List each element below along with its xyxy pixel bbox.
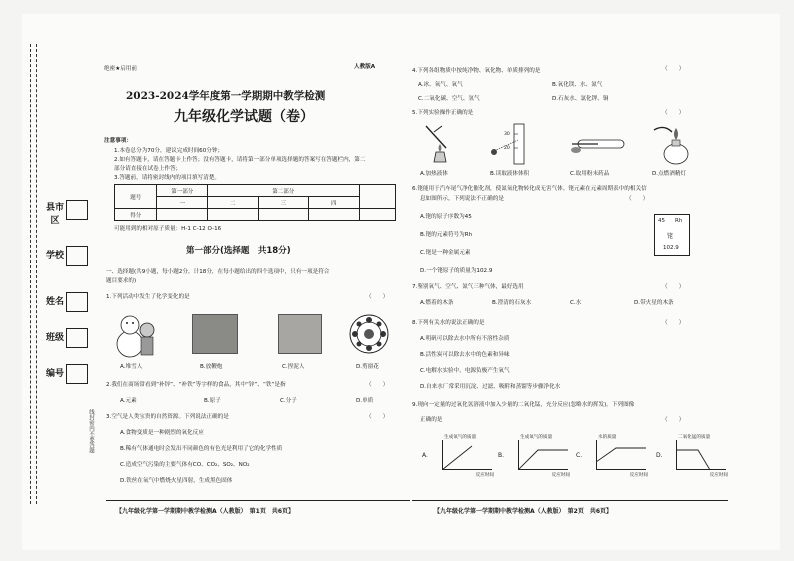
q9-graph-b[interactable] (498, 434, 570, 478)
element-name: 铑 (667, 233, 674, 240)
heating-liquid-image (420, 122, 460, 166)
strip-label-name: 姓名 (45, 297, 64, 307)
binding-line-outer (30, 44, 31, 504)
cylinder-mark-30: 30 (504, 132, 510, 137)
strip-label-county: 县市区 (45, 203, 64, 226)
section-intro: 一、选择题(共9小题，每小题2分，计18分，在每小题给出的四个选项中，只有一项是符合 (106, 269, 330, 275)
notes-title: 注意事项： (104, 138, 132, 144)
score-cell[interactable] (258, 209, 309, 221)
q4-answer-paren[interactable]: （ ） (662, 66, 685, 72)
score-table (114, 184, 396, 221)
clay-figure-image (278, 314, 322, 354)
q6-answer-paren[interactable]: （ ） (626, 196, 649, 202)
footer-divider (412, 500, 728, 501)
strip-label-number: 编号 (45, 369, 64, 379)
score-cell[interactable] (309, 209, 360, 221)
q7-option-c[interactable]: C.水 (570, 300, 582, 306)
q9-graph-d[interactable] (656, 434, 728, 478)
strip-field-school[interactable] (66, 246, 88, 266)
q9-stem: 9.现向一定量的过氧化氢溶液中加入少量的二氧化锰，充分反应(忽略水的挥发)。下列图像 (412, 402, 635, 408)
strip-field-county[interactable] (66, 200, 88, 220)
q8-option-b[interactable]: B.活性炭可以除去水中的色素和异味 (420, 352, 510, 358)
q8-option-a[interactable]: A.明矾可以除去水中所有不溶性杂质 (420, 336, 510, 342)
q5-option-c[interactable]: C.取用粉末药品 (570, 171, 610, 177)
q9-graph-c[interactable] (576, 434, 648, 478)
q9-graph-d-label: D. (656, 452, 663, 459)
q4-option-c[interactable]: C.二氧化碳、空气、氢气 (418, 96, 480, 102)
q6-stem-cont: 息如图所示，下列说法不正确的是 (420, 196, 504, 202)
score-cell[interactable] (157, 209, 208, 221)
footer-divider (106, 500, 410, 501)
q9-graph-c-label: C. (576, 452, 583, 459)
q4-option-b[interactable]: B.氧化镁、水、氮气 (552, 82, 603, 88)
q9-graph-b-label: B. (498, 452, 505, 459)
part1-title: 第一部分(选择题 共18分) (186, 246, 291, 256)
q4-option-a[interactable]: A.冰、氧气、氧气 (418, 82, 463, 88)
note-line: 1.本卷总分为70分，建议完成时间60分钟； (114, 148, 224, 154)
q7-answer-paren[interactable]: （ ） (662, 284, 685, 290)
strip-field-name[interactable] (66, 292, 88, 312)
q4-stem: 4.下列各组物质中按纯净物、氧化物、单质排列的是 (412, 68, 541, 74)
q2-option-a[interactable]: A.元素 (120, 398, 137, 404)
q7-stem: 7.鉴别氧气、空气、氮气三种气体，最好选用 (412, 284, 524, 290)
q9-graph-a-ylabel: 生成氧气的质量 (444, 435, 477, 440)
q3-option-a[interactable]: A.食物变质是一种剧烈的氧化反应 (120, 430, 204, 436)
q1-option-b[interactable]: B.放鞭炮 (200, 364, 223, 370)
q9-graph-d-ylabel: 二氧化锰的质量 (678, 435, 711, 440)
q5-stem: 5.下列实验操作正确的是 (412, 110, 474, 116)
q9-answer-paren[interactable]: （ ） (662, 417, 685, 423)
q7-option-a[interactable]: A.燃着的木条 (420, 300, 454, 306)
score-part1: 第一部分 (157, 185, 208, 197)
score-col-4: 四 (309, 197, 360, 209)
q3-answer-paren[interactable]: （ ） (366, 414, 389, 420)
score-cell[interactable] (207, 209, 258, 221)
strip-label-class: 班级 (45, 333, 64, 343)
note-line: 部分请直接在试卷上作答； (114, 166, 182, 172)
firecracker-image (192, 314, 238, 354)
q9-graph-c-xlabel: 反应时间 (629, 473, 648, 478)
q2-option-c[interactable]: C.分子 (280, 398, 297, 404)
score-part2: 第二部分 (207, 185, 359, 197)
score-cell[interactable] (359, 209, 395, 221)
q2-answer-paren[interactable]: （ ） (366, 382, 389, 388)
q4-option-d[interactable]: D.石灰水、氯化钾、铜 (552, 96, 609, 102)
element-symbol: Rh (675, 218, 683, 224)
q9-graph-d-xlabel: 反应时间 (709, 473, 728, 478)
q6-stem: 6.铑能用于汽车尾气净化催化剂，使氮氧化物转化成无害气体。铑元素在元素周期表中的相关信 (412, 186, 647, 192)
q2-stem: 2.我们在商场常看到“补锌”、“补铁”等字样的食品，其中“锌”、“铁”是指 (106, 382, 286, 388)
footer-page1: 【九年级化学第一学期期中教学检测A（人教版） 第1页 共6页】 (116, 508, 294, 515)
q9-graph-b-xlabel: 反应时间 (551, 473, 570, 478)
q3-option-c[interactable]: C.造成空气污染的主要气体有CO、CO₂、SO₂、NO₂ (120, 462, 250, 468)
q9-graph-b-ylabel: 生成氧气的质量 (520, 435, 553, 440)
exam-title: 2023-2024学年度第一学期期中教学检测 (126, 90, 326, 102)
q8-stem: 8.下列有关水的说法正确的是 (412, 320, 485, 326)
q5-option-b[interactable]: B.读取液体体积 (490, 171, 530, 177)
binding-line-inner (36, 44, 37, 504)
q5-option-d[interactable]: D.点燃酒精灯 (652, 171, 687, 177)
element-mass: 102.9 (663, 245, 679, 251)
q9-graph-a[interactable] (422, 434, 494, 478)
note-line: 2.如有答题卡，请在答题卡上作答；没有答题卡，请将第一部分单项选择题的答案写在答题栏内，第二 (114, 157, 366, 163)
q8-option-d[interactable]: D.自来水厂常采用沉淀、过滤、吸附和蒸馏等步骤净化水 (420, 384, 561, 390)
snowman-image (114, 310, 156, 360)
q6-option-d[interactable]: D.一个铑原子的质量为102.9 (420, 268, 493, 274)
q3-stem: 3.空气是人类宝贵的自然资源。下列说法正确的是 (106, 414, 229, 420)
cylinder-mark-20: 20 (504, 146, 510, 151)
section-intro-cont: 题目要求的) (106, 278, 137, 284)
q5-answer-paren[interactable]: （ ） (662, 110, 685, 116)
cylinder-reading-image (488, 122, 542, 166)
q7-option-b[interactable]: B.澄清的石灰水 (492, 300, 532, 306)
q3-option-d[interactable]: D.铁丝在氧气中燃烧火星四射，生成黑色固体 (120, 478, 233, 484)
q1-option-c[interactable]: C.捏泥人 (282, 364, 305, 370)
q9-stem-cont: 正确的是 (420, 417, 443, 423)
element-tile (654, 214, 690, 256)
q9-graph-a-label: A. (422, 452, 428, 459)
q2-option-d[interactable]: D.单质 (356, 398, 374, 404)
strip-field-number[interactable] (66, 364, 88, 384)
q6-option-b[interactable]: B.铑的元素符号为Rh (420, 232, 473, 238)
q6-option-c[interactable]: C.铑是一种金属元素 (420, 250, 471, 256)
alcohol-lamp-image (650, 120, 694, 166)
version-tag: 人教版A (354, 64, 376, 70)
exam-subtitle: 九年级化学试题（卷） (174, 109, 314, 125)
paper-cut-image (348, 312, 390, 356)
exam-sheet (22, 14, 780, 550)
q5-option-a[interactable]: A.加热液体 (420, 171, 448, 177)
score-row-label: 得分 (115, 209, 157, 221)
q9-graph-c-ylabel: 水的质量 (598, 435, 617, 440)
q1-stem: 1.下列活动中发生了化学变化的是 (106, 294, 190, 300)
q2-option-b[interactable]: B.原子 (204, 398, 221, 404)
score-col-2: 二 (207, 197, 258, 209)
note-line: 3.答题前，请将密封线内的项目填写清楚。 (114, 175, 221, 181)
strip-field-class[interactable] (66, 328, 88, 348)
q3-option-b[interactable]: B.稀有气体通电时会发出不同颜色的有色光是利用了它的化学性质 (120, 446, 283, 452)
q8-answer-paren[interactable]: （ ） (662, 320, 685, 326)
q1-answer-paren[interactable]: （ ） (366, 294, 389, 300)
secret-tag: 绝密★启用前 (104, 66, 137, 72)
score-header: 题号 (115, 185, 157, 209)
score-col-3: 三 (258, 197, 309, 209)
score-col-1: 一 (157, 197, 208, 209)
q1-option-d[interactable]: D.剪窗花 (356, 364, 379, 370)
q6-option-a[interactable]: A.铑的原子序数为45 (420, 214, 472, 220)
atomic-masses: 可能用到的相对原子质量：H-1 C-12 O-16 (114, 226, 222, 232)
strip-warning-text: 线封密内不要答题 (88, 409, 94, 453)
strip-label-school: 学校 (45, 251, 64, 261)
q7-option-d[interactable]: D.带火星的木条 (634, 300, 674, 306)
element-number: 45 (658, 218, 665, 224)
footer-page2: 【九年级化学第一学期期中教学检测A（人教版） 第2页 共6页】 (434, 508, 612, 515)
q8-option-c[interactable]: C.电解水实验中，电源负极产生氧气 (420, 368, 510, 374)
q9-graph-a-xlabel: 反应时间 (475, 473, 494, 478)
q1-option-a[interactable]: A.堆雪人 (120, 364, 143, 370)
powder-scoop-image (570, 130, 630, 160)
